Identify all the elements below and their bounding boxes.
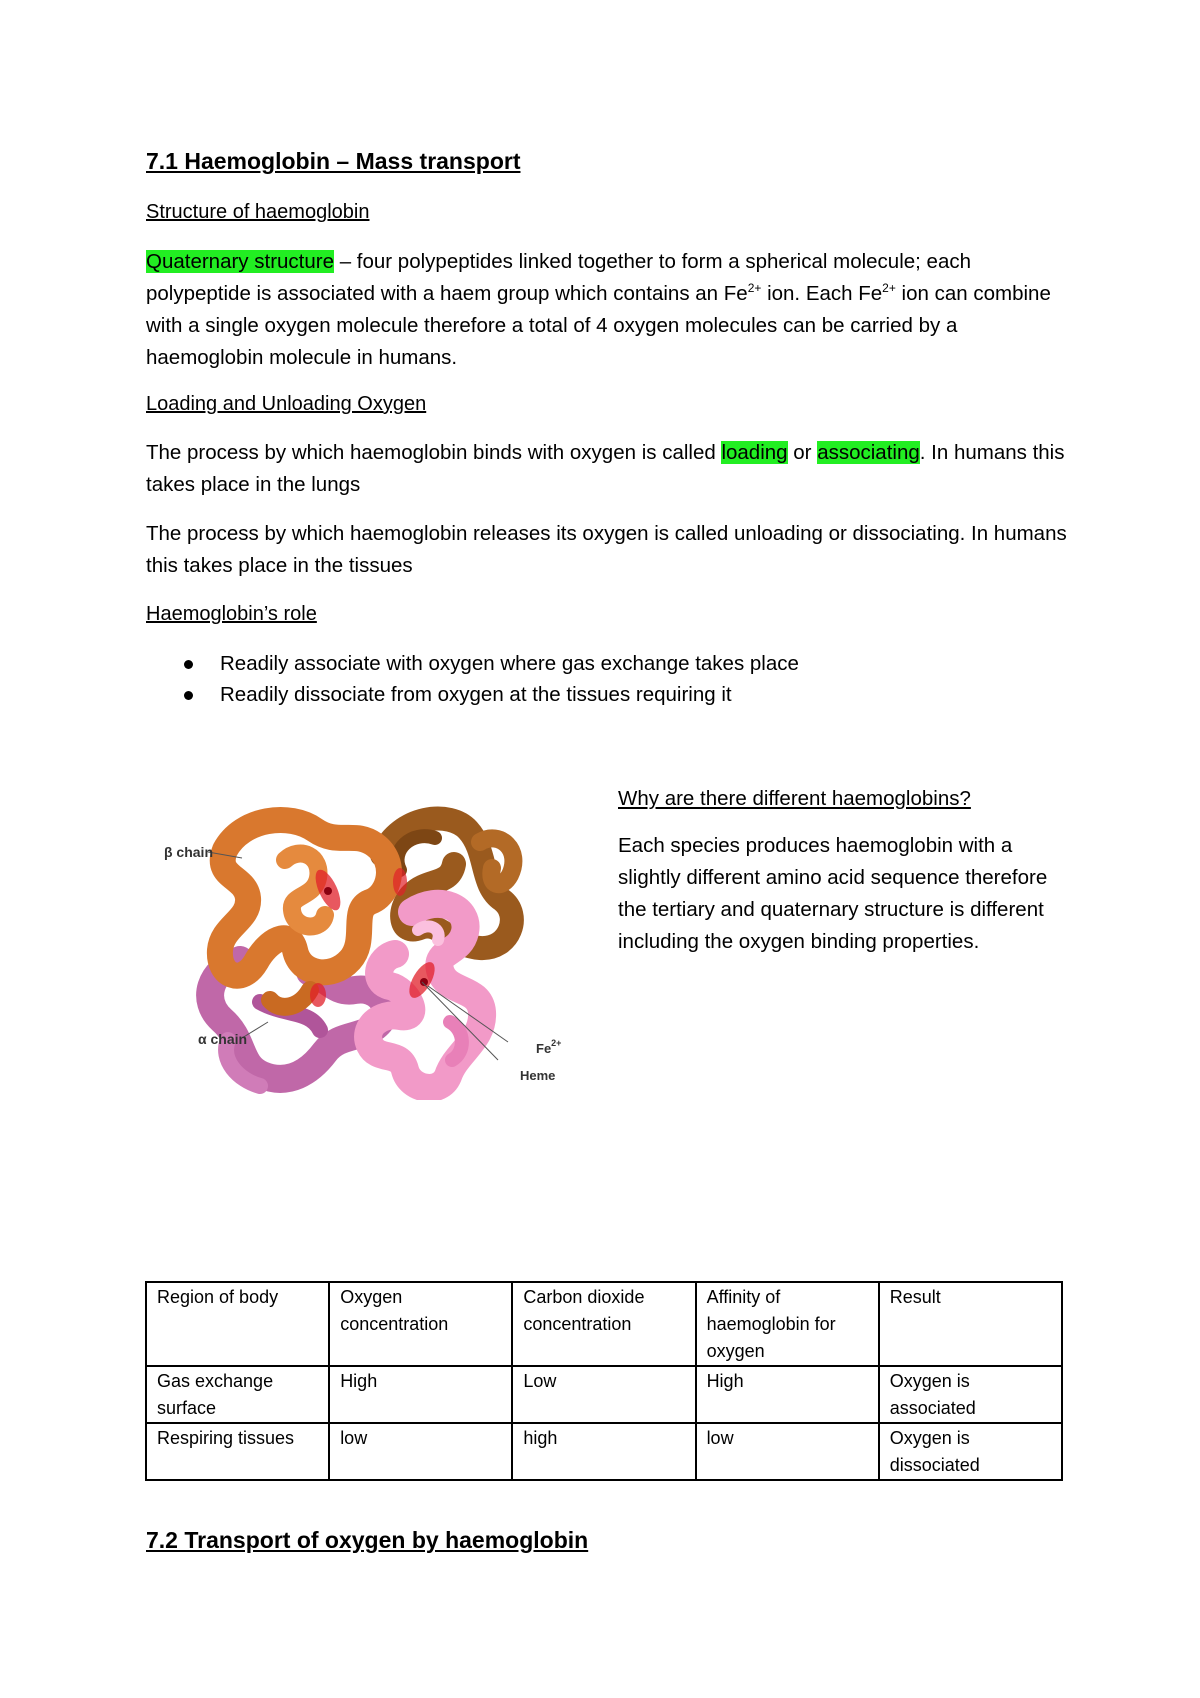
loading-text-2: or bbox=[787, 441, 818, 464]
quaternary-text-1: – four polypeptides linked together to form a spherical molecule; each polypeptide is associated with a haem group which contains an Fe bbox=[146, 250, 972, 305]
oxygen-affinity-table bbox=[145, 1281, 1063, 1481]
highlight-quaternary-structure: Quaternary structure bbox=[146, 250, 334, 273]
table-cell: Respiring tissues bbox=[146, 1423, 329, 1480]
header-cell: Carbon dioxide concentration bbox=[512, 1282, 695, 1366]
loading-heading: Loading and Unloading Oxygen bbox=[146, 393, 427, 415]
quaternary-paragraph bbox=[146, 246, 1076, 374]
table-row bbox=[146, 1423, 1062, 1480]
fe-label-text: Fe bbox=[536, 1041, 552, 1056]
pink-alpha-subunit bbox=[368, 904, 482, 1088]
why-paragraph: Each species produces haemoglobin with a slightly different amino acid sequence therefore the tertiary and quaternary structure is different including the oxygen binding properties. bbox=[618, 834, 1048, 953]
alpha-chain-label: α chain bbox=[198, 1031, 248, 1047]
fe-label bbox=[536, 1038, 561, 1056]
fe-superscript-1: 2+ bbox=[747, 281, 762, 296]
role-list bbox=[178, 648, 799, 710]
header-cell: Oxygen concentration bbox=[329, 1282, 512, 1366]
table-cell: low bbox=[329, 1423, 512, 1480]
loading-paragraph bbox=[146, 437, 1076, 501]
table-cell: High bbox=[696, 1366, 879, 1423]
table-header-row bbox=[146, 1282, 1062, 1366]
heme-label: Heme bbox=[520, 1068, 556, 1083]
role-item-text: Readily dissociate from oxygen at the tissues requiring it bbox=[220, 683, 732, 706]
structure-heading: Structure of haemoglobin bbox=[146, 201, 370, 223]
fe-label-superscript: 2+ bbox=[551, 1038, 562, 1048]
role-item-text: Readily associate with oxygen where gas exchange takes place bbox=[220, 652, 799, 675]
table-row bbox=[146, 1366, 1062, 1423]
fe-superscript-2: 2+ bbox=[882, 281, 896, 296]
highlight-associating: associating bbox=[817, 441, 920, 464]
table-cell: High bbox=[329, 1366, 512, 1423]
beta-chain-label: β chain bbox=[164, 844, 213, 860]
why-heading: Why are there different haemoglobins? bbox=[618, 787, 971, 810]
table-cell: Oxygen is associated bbox=[879, 1366, 1062, 1423]
loading-text-1: The process by which haemoglobin binds with oxygen is called bbox=[146, 441, 722, 464]
table-cell: Oxygen is dissociated bbox=[879, 1423, 1062, 1480]
list-item bbox=[178, 679, 799, 710]
highlight-loading: loading bbox=[721, 441, 788, 464]
list-item bbox=[178, 648, 799, 679]
loading-text-3: . In humans this takes place in the lungs bbox=[146, 441, 1065, 496]
unloading-paragraph: The process by which haemoglobin releases its oxygen is called unloading or dissociating. In humans this takes place in the tissues bbox=[146, 522, 1067, 577]
quaternary-text-3: ion can combine with a single oxygen molecule therefore a total of 4 oxygen molecules can be carried by a haemoglobin molecule in humans. bbox=[146, 282, 1051, 369]
header-cell: Result bbox=[879, 1282, 1062, 1366]
header-cell: Region of body bbox=[146, 1282, 329, 1366]
section-title-7-1: 7.1 Haemoglobin – Mass transport bbox=[146, 148, 521, 174]
bullet-icon bbox=[184, 691, 193, 700]
table-cell: low bbox=[696, 1423, 879, 1480]
quaternary-text-2: ion. Each Fe bbox=[761, 282, 883, 305]
table-cell: high bbox=[512, 1423, 695, 1480]
header-cell: Affinity of haemoglobin for oxygen bbox=[696, 1282, 879, 1366]
section-title-7-2: 7.2 Transport of oxygen by haemoglobin bbox=[146, 1527, 589, 1553]
table-cell: Gas exchange surface bbox=[146, 1366, 329, 1423]
table-cell: Low bbox=[512, 1366, 695, 1423]
bullet-icon bbox=[184, 660, 193, 669]
haemoglobin-figure bbox=[150, 790, 580, 1100]
role-heading: Haemoglobin’s role bbox=[146, 603, 317, 625]
